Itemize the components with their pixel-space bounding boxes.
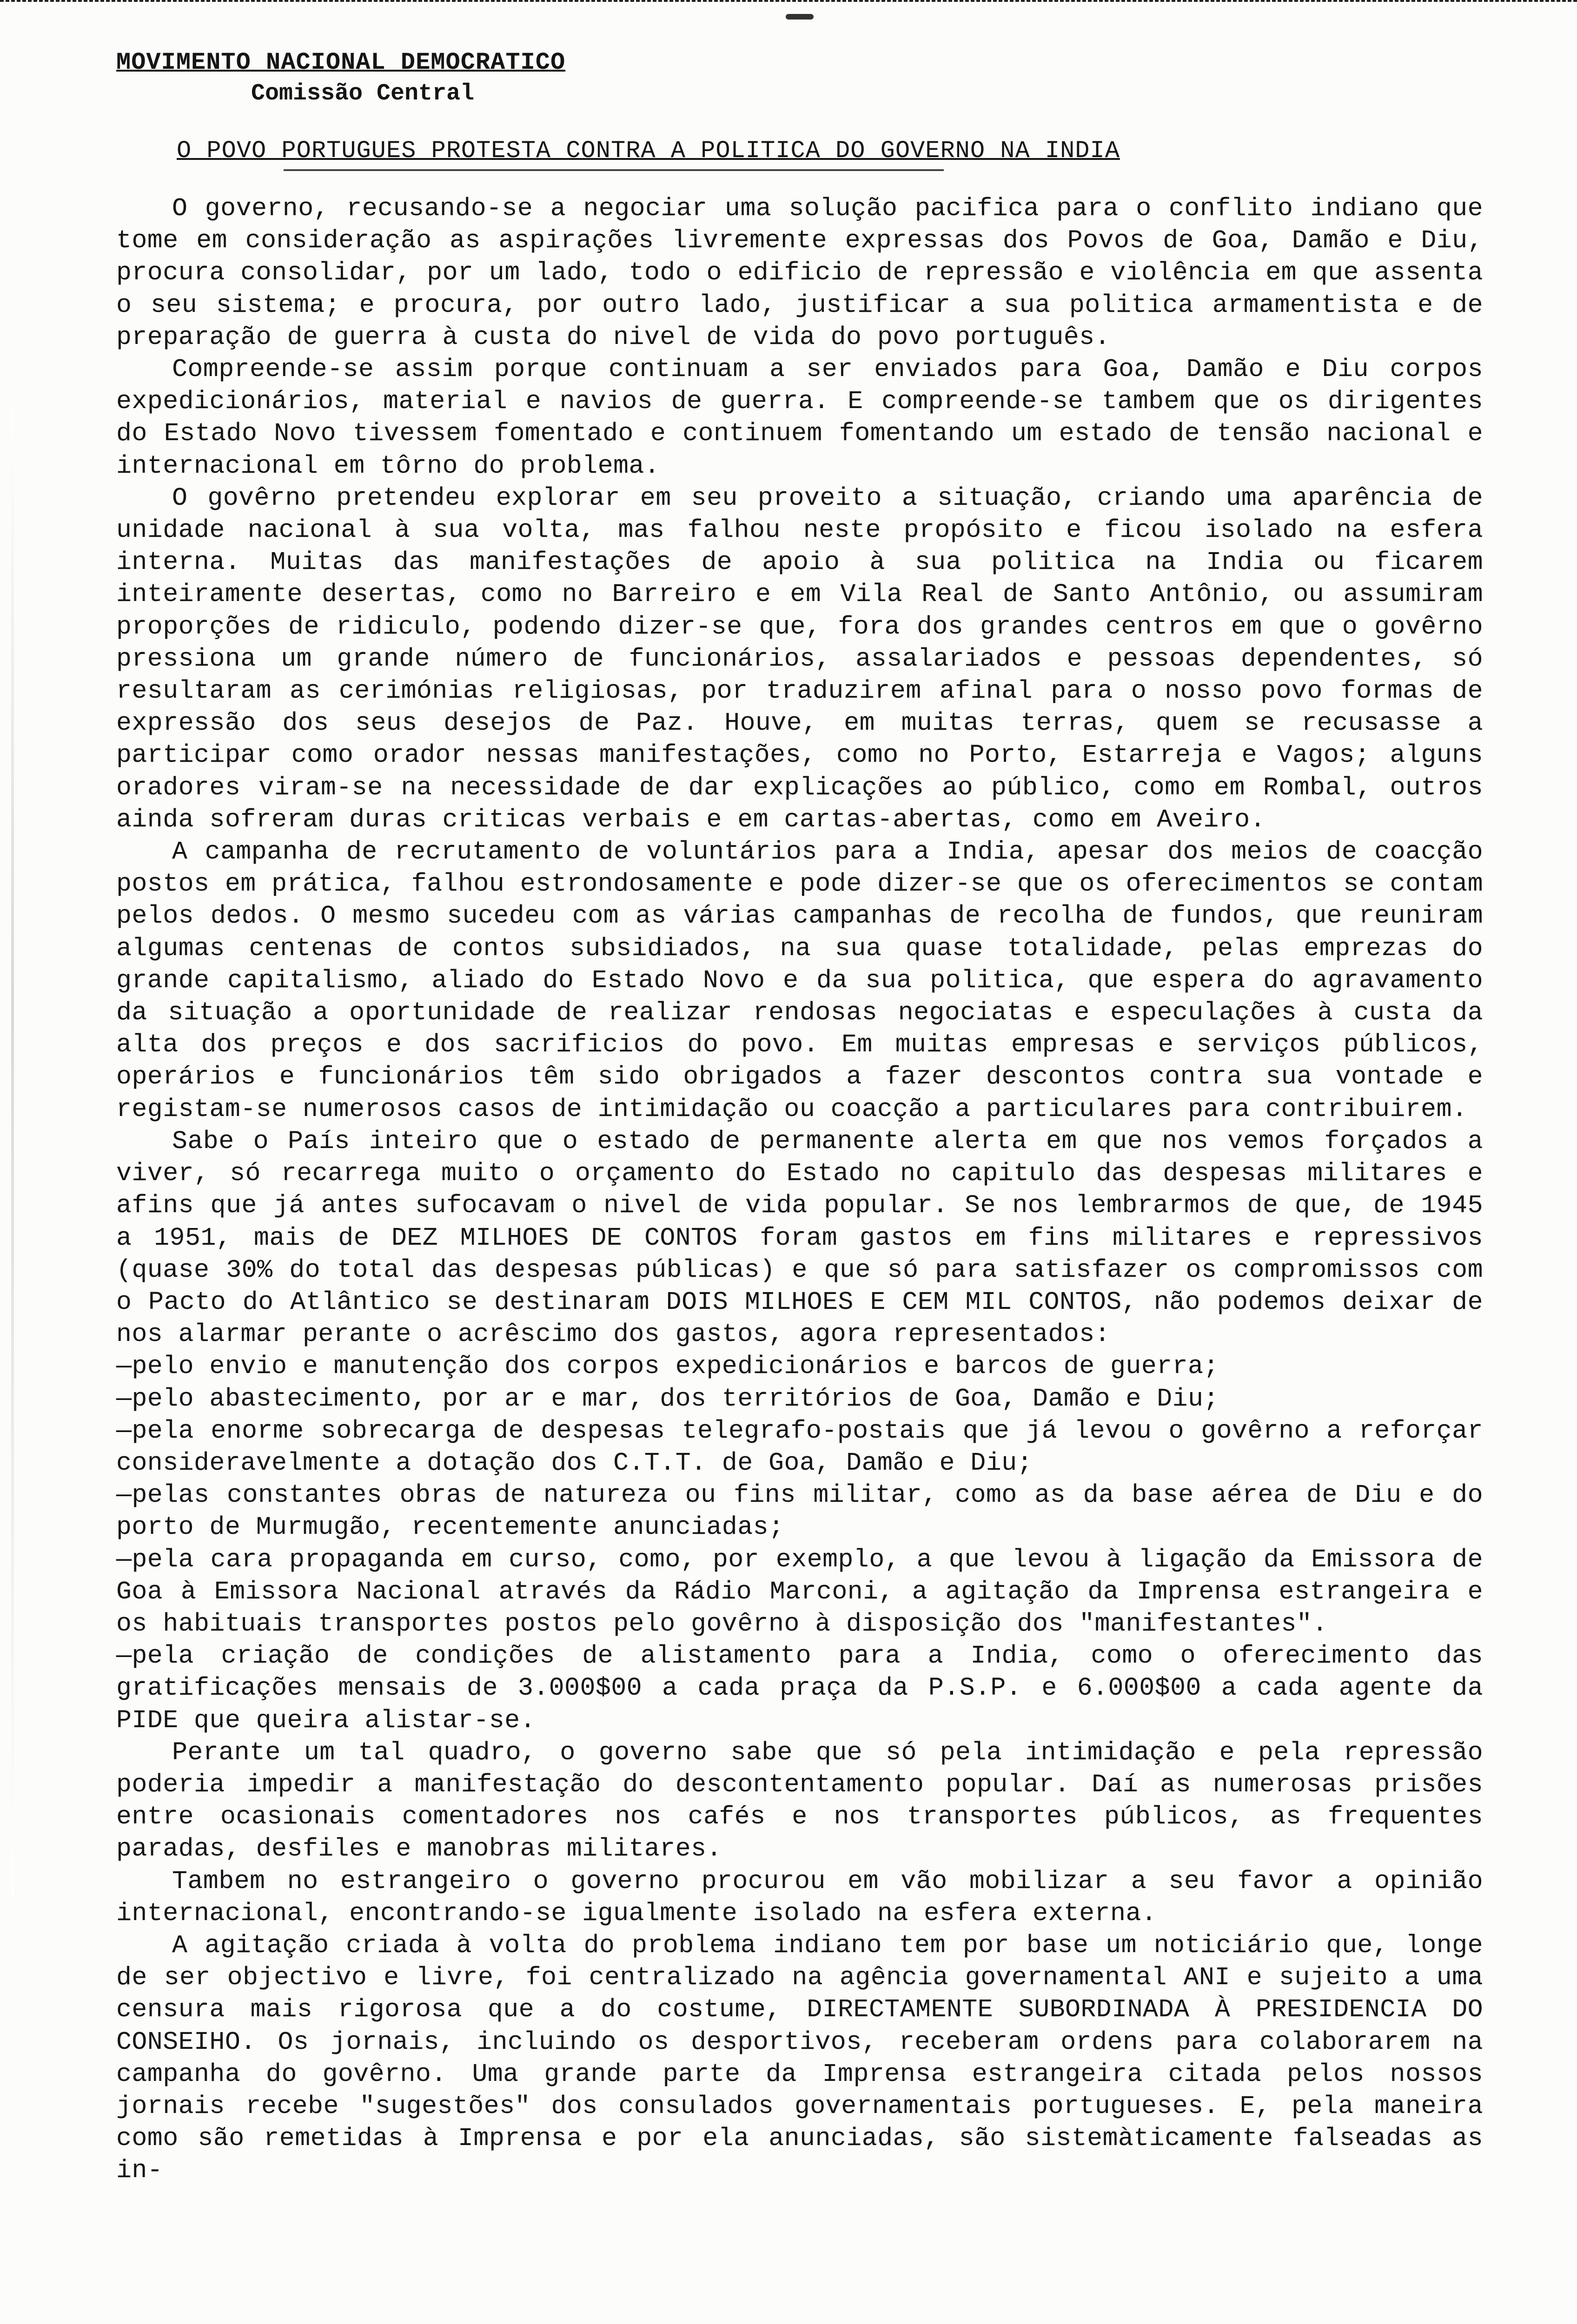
paragraph-2: Compreende-se assim porque continuam a ser enviados para Goa, Damão e Diu corpos expedicionários, material e navios de guerra. E compreende-se tambem que os dirigentes do Estado Novo tivessem fomentado e continuem fomentando um estado de tensão nacional e internacional em tôrno do problema. (116, 355, 1483, 481)
list-item: —pelo abastecimento, por ar e mar, dos territórios de Goa, Damão e Diu; (116, 1384, 1219, 1413)
list-item: —pelas constantes obras de natureza ou fins militar, como as da base aérea de Diu e do porto de Murmugão, recentemente anunciadas; (116, 1480, 1483, 1542)
paragraph-4: A campanha de recrutamento de voluntários para a India, apesar dos meios de coacção postos em prática, falhou estrondosamente e pode dizer-se que os oferecimentos se contam pelos dedos. O mesmo sucedeu com as várias campanhas de recolha de fundos, que reuniram algumas centenas de contos subsidiados, na sua quase totalidade, pelas emprezas do grande capitalismo, aliado do Estado Novo e da sua politica, que espera do agravamento da situação a oportunidade de realizar rendosas negociatas e especulações à custa da alta dos preços e dos sacrificios do povo. Em muitas empresas e serviços públicos, operários e funcionários têm sido obrigados a fazer descontos contra sua vontade e registam-se numerosos casos de intimidação ou coacção a particulares para contribuirem. (116, 837, 1483, 1124)
list-item: —pela enorme sobrecarga de despesas telegrafo-postais que já levou o govêrno a reforçar consideravelmente a dotação dos C.T.T. de Goa, Damão e Diu; (116, 1416, 1483, 1478)
paragraph-8: A agitação criada à volta do problema indiano tem por base um noticiário que, longe de ser objectivo e livre, foi centralizado na agência governamental ANI e sujeito a uma censura mais rigorosa que a do costume, DIRECTAMENTE SUBORDINADA À PRESIDENCIA DO CONSEIHO. Os jornais, incluindo os desportivos, receberam ordens para colaborarem na campanha do govêrno. Uma grande parte da Imprensa estrangeira citada pelos nossos jornais recebe "sugestões" dos consulados governamentais portugueses. E, pela maneira como são remetidas à Imprensa e por ela anunciadas, são sistemàticamente falseadas as in- (116, 1930, 1483, 2185)
list-item: —pela criação de condições de alistamento para a India, como o oferecimento das gratificações mensais de 3.000$00 a cada praça da P.S.P. e 6.000$00 a cada agente da PIDE que queira alistar-se. (116, 1641, 1483, 1735)
document-title: O POVO PORTUGUES PROTESTA CONTRA A POLITICA DO GOVERNO NA INDIA (177, 137, 1120, 165)
paragraph-7: Tambem no estrangeiro o governo procurou em vão mobilizar a seu favor a opinião internacional, encontrando-se igualmente isolado na esfera externa. (116, 1866, 1483, 1928)
faded-reverse-imprint (84, 109, 1506, 135)
list-item: —pela cara propaganda em curso, como, por exemplo, a que levou à ligação da Emissora de Goa à Emissora Nacional através da Rádio Marconi, a agitação da Imprensa estrangeira e os habituais transportes postos pelo govêrno à disposição dos "manifestantes". (116, 1545, 1483, 1638)
committee-heading: Comissão Central (251, 80, 475, 107)
document-body (116, 192, 1483, 2187)
top-perforation-rule (0, 0, 1577, 8)
title-underline (284, 169, 944, 174)
page-edge-shadow (11, 409, 14, 1896)
organization-heading: MOVIMENTO NACIONAL DEMOCRATICO (116, 49, 566, 76)
paragraph-3: O govêrno pretendeu explorar em seu proveito a situação, criando uma aparência de unidade nacional à sua volta, mas falhou neste propósito e ficou isolado na esfera interna. Muitas das manifestações de apoio à sua politica na India ou ficarem inteiramente desertas, como no Barreiro e em Vila Real de Santo Antônio, ou assumiram proporções de ridiculo, podendo dizer-se que, fora dos grandes centros em que o govêrno pressiona um grande número de funcionários, assalariados e pessoas dependentes, só resultaram as cerimónias religiosas, por traduzirem afinal para o nosso povo formas de expressão dos seus desejos de Paz. Houve, em muitas terras, quem se recusasse a participar como orador nessas manifestações, como no Porto, Estarreja e Vagos; alguns oradores viram-se na necessidade de dar explicações ao público, como em Rombal, outros ainda sofreram duras criticas verbais e em cartas-abertas, como em Aveiro. (116, 483, 1483, 834)
scan-mark (786, 14, 814, 20)
list-item: —pelo envio e manutenção dos corpos expedicionários e barcos de guerra; (116, 1352, 1219, 1381)
paragraph-6: Perante um tal quadro, o governo sabe que só pela intimidação e pela repressão poderia impedir a manifestação do descontentamento popular. Daí as numerosas prisões entre ocasionais comentadores nos cafés e nos transportes públicos, as frequentes paradas, desfiles e manobras militares. (116, 1737, 1483, 1864)
paragraph-1: O governo, recusando-se a negociar uma solução pacifica para o conflito indiano que tome em consideração as aspirações livremente expressas dos Povos de Goa, Damão e Diu, procura consolidar, por um lado, todo o edificio de repressão e violência em que assenta o seu sistema; e procura, por outro lado, justificar a sua politica armamentista e de preparação de guerra à custa do nivel de vida do povo português. (116, 194, 1483, 352)
document-content (116, 46, 1483, 2187)
paragraph-5: Sabe o País inteiro que o estado de permanente alerta em que nos vemos forçados a viver, só recarrega muito o orçamento do Estado no capitulo das despesas militares e afins que já antes sufocavam o nivel de vida popular. Se nos lembrarmos de que, de 1945 a 1951, mais de DEZ MILHOES DE CONTOS foram gastos em fins militares e repressivos (quase 30% do total das despesas públicas) e que só para satisfazer os compromissos com o Pacto do Atlântico se destinaram DOIS MILHOES E CEM MIL CONTOS, não podemos deixar de nos alarmar perante o acrêscimo dos gastos, agora representados: (116, 1126, 1483, 1349)
